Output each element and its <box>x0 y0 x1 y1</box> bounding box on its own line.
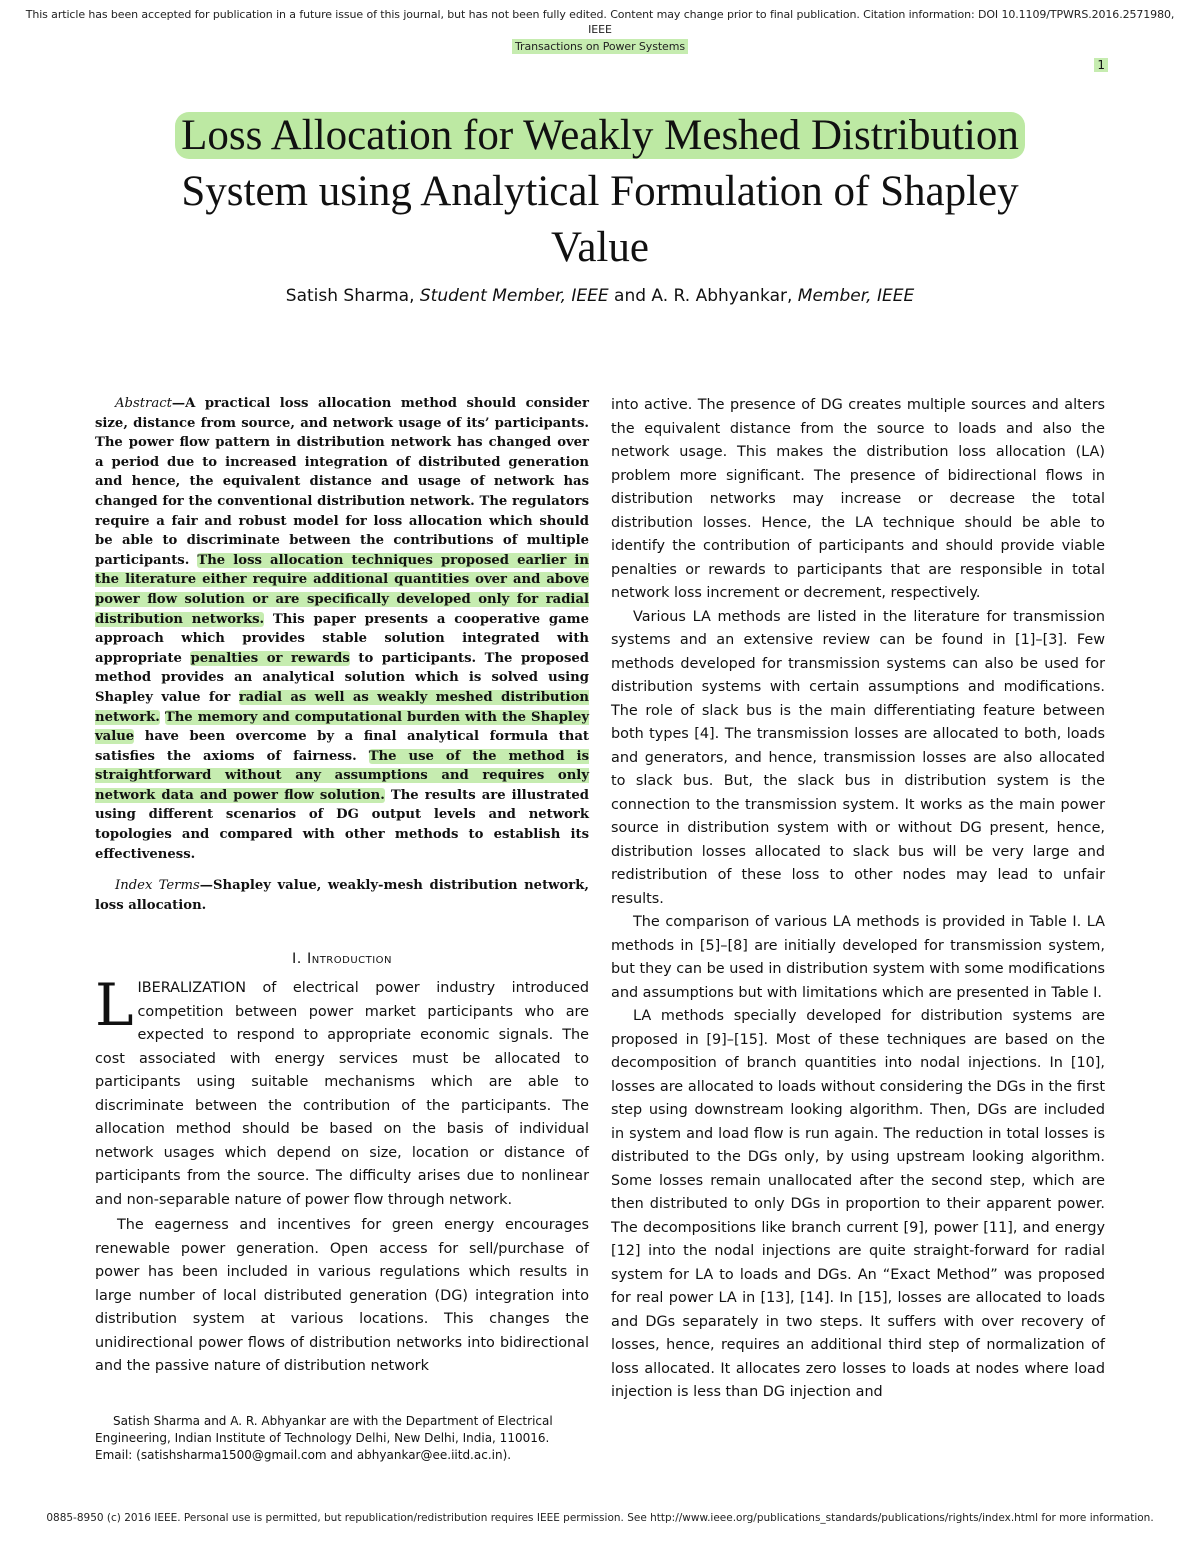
title-line-2: System using Analytical Formulation of Shapley <box>181 168 1019 215</box>
right-paragraph-4: LA methods specially developed for distribution systems are proposed in [9]–[15]. Most of these techniques are based on the decomposition of branch quantities into nodal injections. In [10], losses are allocated to loads without considering the DGs in the first step using downstream looking algorithm. Then, DGs are included in system and load flow is run again. The reduction in total losses is distributed to the DGs only, by using upstream looking algorithm. Some losses remain unallocated after the second step, which are then distributed to only DGs in proportion to their apparent power. The decompositions like branch current [9], power [11], and energy [12] into the nodal injections are quite straight-forward for radial system for LA to loads and DGs. An “Exact Method” was proposed for real power LA in [13], [14]. In [15], losses are allocated to loads and DGs separately in two steps. It suffers with over recovery of losses, hence, requires an additional third step of normalization of loss allocated. It allocates zero losses to loads at nodes where load injection is less than DG injection and <box>611 1008 1105 1400</box>
notice-line-2: Transactions on Power Systems <box>512 39 688 54</box>
author-2: A. R. Abhyankar, <box>651 286 798 306</box>
index-terms-text: —Shapley value, weakly-mesh distribution network, loss allocation. <box>95 878 589 913</box>
top-notice <box>20 7 1180 54</box>
abstract-text-6: The results are illustrated using different scenarios of DG output levels and network topologies and compared with other methods to establish its effectiveness. <box>95 787 589 862</box>
abstract-text-1: —A practical loss allocation method should consider size, distance from source, and network usage of its’ participants. The power flow pattern in distribution network has changed over a period due to increased integration of distributed generation and hence, the equivalent distance and usage of network has changed for the conventional distribution network. The regulators require a fair and robust model for loss allocation which should be able to discriminate between the contributions of multiple participants. <box>95 396 589 568</box>
title-line-3: Value <box>551 224 649 271</box>
abstract <box>95 394 589 864</box>
section-title: Introduction <box>306 951 393 968</box>
author-1: Satish Sharma, <box>285 286 420 306</box>
author-1-role: Student Member, IEEE <box>419 286 609 306</box>
intro-paragraph-1-text: of electrical power industry introduced competition between power market participants who are expected to respond to appropriate economic signals. The cost associated with energy services must be allocated to participants using suitable mechanisms which are able to discriminate between the contribution of the participants. The allocation method should be based on the basis of individual network usages which depend on size, location or distance of participants from the source. The difficulty arises due to nonlinear and non-separable nature of power flow through network. <box>95 980 589 1208</box>
left-column <box>95 394 589 1379</box>
intro-first-word: IBERALIZATION <box>137 980 246 997</box>
paper-title <box>90 108 1110 276</box>
title-line-1: Loss Allocation for Weakly Meshed Distribution <box>175 112 1025 159</box>
abstract-highlight-2: penalties or rewards <box>190 650 350 666</box>
abstract-label: Abstract <box>115 396 172 411</box>
abstract-highlight-3: radial as well as weakly meshed distribution network. <box>95 689 589 725</box>
drop-cap: L <box>95 971 134 1040</box>
abstract-text-5: have been overcome by a final analytical formula that satisfies the axioms of fairness. <box>95 729 589 764</box>
author-conjunction: and <box>608 286 652 306</box>
abstract-highlight-1: The loss allocation techniques proposed earlier in the literature either require additional quantities over and above power flow solution or are specifically developed only for radial distribution networks. <box>95 552 589 627</box>
intro-paragraph-2: The eagerness and incentives for green energy encourages renewable power generation. Open access for sell/purchase of power has been included in various regulations which results in large number of local distributed generation (DG) integration into distribution system at various locations. This changes the unidirectional power flows of distribution networks into bidirectional and the passive nature of distribution network <box>95 1217 589 1375</box>
abstract-text-3: to participants. The proposed method provides an analytical solution which is solved using Shapley value for <box>95 650 589 705</box>
author-footnote: Satish Sharma and A. R. Abhyankar are with the Department of Electrical Engineering, Indian Institute of Technology Delhi, New Delhi, India, 110016. Email: (satishsharma1500@gmail.com and abhyankar@ee.iitd.ac.in). <box>95 1414 553 1462</box>
section-heading-introduction <box>95 951 589 967</box>
copyright-notice: 0885-8950 (c) 2016 IEEE. Personal use is permitted, but republication/redistribution requires IEEE permission. See http://www.ieee.org/publications_standards/publications/rights/index.html for more information. <box>46 1512 1154 1524</box>
right-column <box>611 394 1105 1405</box>
abstract-highlight-4: The memory and computational burden with the Shapley value <box>95 709 589 745</box>
page-number: 1 <box>1094 58 1108 72</box>
notice-line-1: This article has been accepted for publication in a future issue of this journal, but has not been fully edited. Content may change prior to final publication. Citation information: DOI 10.1109/TPWRS.2016.2571980, IEEE <box>25 8 1175 36</box>
index-terms-label: Index Terms <box>115 878 200 894</box>
author-line <box>90 286 1110 306</box>
right-paragraph-3: The comparison of various LA methods is provided in Table I. LA methods in [5]–[8] are initially developed for transmission system, but they can be used in distribution system with some modifications and assumptions but with limitations which are presented in Table I. <box>611 914 1105 1001</box>
author-2-role: Member, IEEE <box>797 286 915 306</box>
right-paragraph-2: Various LA methods are listed in the literature for transmission systems and an extensive review can be found in [1]–[3]. Few methods developed for transmission systems can also be used for distribution systems with certain assumptions and modifications. The role of slack bus is the main differentiating feature between both types [4]. The transmission losses are allocated to both, loads and generators, and hence, transmission losses are also allocated to slack bus. But, the slack bus in distribution system is the connection to the transmission system. It works as the main power source in distribution system with or without DG present, hence, distribution losses allocated to slack bus will be very large and redistribution of these loss to other nodes may lead to unfair results. <box>611 608 1105 907</box>
section-number: I. <box>291 951 307 968</box>
abstract-text-2: This paper presents a cooperative game approach which provides stable solution integrated with appropriate <box>95 611 589 666</box>
index-terms <box>95 876 589 915</box>
abstract-highlight-5: The use of the method is straightforward without any assumptions and requires only network data and power flow solution. <box>95 748 589 803</box>
intro-paragraph-1 <box>95 971 589 1212</box>
right-paragraph-1: into active. The presence of DG creates multiple sources and alters the equivalent distance from the source to loads and also the network usage. This makes the distribution loss allocation (LA) problem more significant. The presence of bidirectional flows in distribution networks may increase or decrease the total distribution losses. Hence, the LA technique should be able to identify the contribution of participants and should provide viable penalties or rewards to participants that are responsible in total network loss increment or decrement, respectively. <box>611 397 1105 601</box>
